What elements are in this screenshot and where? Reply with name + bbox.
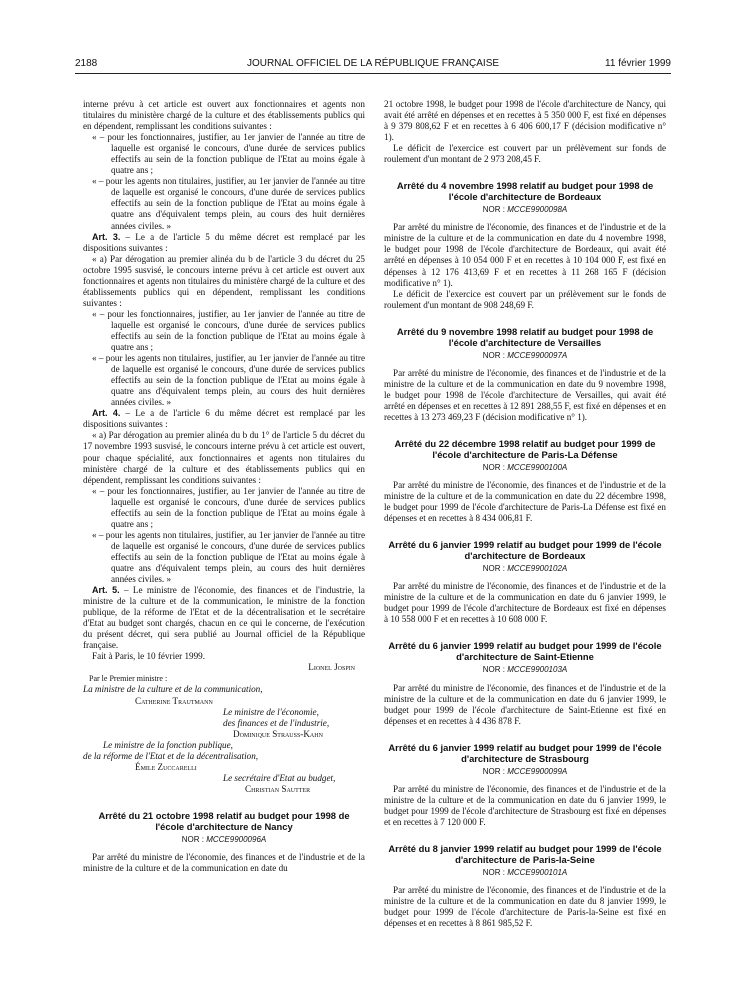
decree-heading: Arrêté du 4 novembre 1998 relatif au budget pour 1998 de l'école d'architecture de Bordeaux	[396, 180, 654, 203]
paragraph: Par arrêté du ministre de l'économie, des finances et de l'industrie et de la ministre de la culture et de la communication en date du 9 novembre 1998, le budget pour 1998 de l'école d'architecture de Versailles, qui avait été arrêté en dépenses et en recettes à 12 891 288,55 F, est fixé en dépenses et en recettes à 13 273 469,23 F (décision modificative n° 1).	[384, 367, 666, 422]
list-item: « – pour les agents non titulaires, justifier, au 1er janvier de l'année au titre de laquelle est organisé le concours, d'une durée de services publics effectifs au sein de la fonction publique de l'Etat au moins égale à quatre ans d'équivalent temps plein, au cours des huit dernières années civiles. »	[92, 353, 365, 408]
nor-code: MCCE9900102A	[507, 564, 568, 574]
paragraph: « a) Par dérogation au premier alinéa du b du 1° de l'article 5 du décret du 17 novembre 1993 susvisé, le concours interne prévu à cet article est ouvert, pour chaque spécialité, aux fonctionnaires et agents non titulaires du ministère chargé de la culture et des établissements publics qui en dépendent, remplissant les conditions suivantes :	[83, 430, 365, 485]
signatory-title: La ministre de la culture et de la communication,	[83, 684, 263, 695]
decree-heading: Arrêté du 22 décembre 1998 relatif au budget pour 1999 de l'école d'architecture de Paris-La Défense	[394, 437, 656, 460]
signatory-name: Christian Sautter	[245, 783, 311, 794]
journal-title: JOURNAL OFFICIEL DE LA RÉPUBLIQUE FRANÇAISE	[246, 58, 500, 69]
nor-reference	[83, 834, 365, 845]
article-text: – Le ministre de l'économie, des finances et de l'industrie, la ministre de la culture et de la communication, le ministre de la fonction publique, de la réforme de l'Etat et de la décentralisation et le secrétaire d'Etat au budget sont chargés, chacun en ce qui le concerne, de l'exécution du présent décret, qui sera publié au Journal officiel de la République française.	[83, 585, 365, 651]
header-rule	[75, 73, 671, 74]
signatory-title: Le ministre de la fonction publique,	[103, 739, 233, 750]
decree-heading: Arrêté du 6 janvier 1999 relatif au budget pour 1999 de l'école d'architecture de Bordeaux	[388, 539, 662, 562]
nor-label: NOR :	[482, 564, 508, 574]
article-label: Art. 5.	[92, 585, 120, 596]
list-item: « – pour les fonctionnaires, justifier, au 1er janvier de l'année au titre de laquelle est organisé le concours, d'une durée de services publics effectifs au sein de la fonction publique de l'Etat au moins égale à quatre ans ;	[92, 308, 365, 353]
nor-reference	[384, 350, 666, 361]
article-label: Art. 3.	[92, 231, 121, 242]
nor-code: MCCE9900100A	[507, 462, 568, 472]
paragraph: « a) Par dérogation au premier alinéa du b de l'article 3 du décret du 25 octobre 1995 susvisé, le concours interne prévu à cet article est ouvert aux fonctionnaires et agents non titulaires du ministère chargé de la culture et des établissements publics qui en dépendent, remplissant les conditions suivantes :	[83, 253, 365, 308]
article-text: – Le a de l'article 5 du même décret est remplacé par les dispositions suivantes :	[83, 231, 365, 253]
article-4	[83, 408, 365, 430]
nor-reference	[384, 766, 666, 777]
paragraph: 21 octobre 1998, le budget pour 1998 de l'école d'architecture de Nancy, qui avait été arrêté en dépenses et en recettes à 5 350 000 F, est fixé en dépenses à 9 379 808,62 F et en recettes à 6 406 600,17 F (décision modificative n° 1).	[384, 99, 666, 143]
par-premier-ministre: Par le Premier ministre :	[89, 674, 168, 684]
signatory-name: Dominique Strauss-Kahn	[233, 728, 323, 739]
article-5	[83, 585, 365, 651]
left-column	[83, 99, 365, 874]
decree-heading: Arrêté du 6 janvier 1999 relatif au budget pour 1999 de l'école d'architecture de Saint-Etienne	[388, 640, 662, 663]
decree-heading: Arrêté du 8 janvier 1999 relatif au budget pour 1999 de l'école d'architecture de Paris-la-Seine	[388, 842, 662, 865]
nor-code: MCCE9900098A	[507, 205, 568, 215]
nor-code: MCCE9900099A	[507, 766, 568, 776]
nor-label: NOR :	[482, 205, 508, 215]
paragraph: Par arrêté du ministre de l'économie, des finances et de l'industrie et de la ministre de la culture et de la communication en date du 6 janvier 1999, le budget pour 1999 de l'école d'architecture de Saint-Etienne est fixé en dépenses et en recettes à 4 436 878 F.	[384, 682, 666, 726]
decree-heading: Arrêté du 21 octobre 1998 relatif au budget pour 1998 de l'école d'architecture de Nancy	[98, 809, 350, 832]
page-number: 2188	[75, 58, 98, 69]
nor-code: MCCE9900103A	[507, 665, 568, 675]
decree-heading: Arrêté du 9 novembre 1998 relatif au budget pour 1998 de l'école d'architecture de Versailles	[396, 325, 654, 348]
signatory-title: des finances et de l'industrie,	[223, 717, 330, 728]
article-text: – Le a de l'article 6 du même décret est remplacé par les dispositions suivantes :	[83, 408, 365, 430]
paragraph: Par arrêté du ministre de l'économie, des finances et de l'industrie et de la ministre de la culture et de la communication en date du 4 novembre 1998, le budget pour 1998 de l'école d'architecture de Bordeaux, qui avait été arrêté en dépenses à 10 054 000 F et en recettes à 10 104 000 F, est fixé en dépenses à 12 176 413,69 F et en recettes à 11 268 165 F (décision modificative n° 1).	[384, 222, 666, 288]
nor-reference	[384, 462, 666, 473]
right-column	[384, 99, 666, 929]
signatory-title: de la réforme de l'Etat et de la décentralisation,	[83, 750, 259, 761]
nor-label: NOR :	[181, 834, 207, 844]
signatory-name: Catherine Trautmann	[135, 695, 213, 706]
list-item: « – pour les agents non titulaires, justifier, au 1er janvier de l'année au titre de laquelle est organisé le concours, d'une durée de services publics effectifs au sein de la fonction publique de l'Etat au moins égale à quatre ans d'équivalent temps plein, au cours des huit dernières années civiles. »	[92, 176, 365, 231]
paragraph: Par arrêté du ministre de l'économie, des finances et de l'industrie et de la ministre de la culture et de la communication en date du 22 décembre 1998, le budget pour 1999 de l'école d'architecture de Paris-La Défense est fixé en dépenses et en recettes à 8 434 006,81 F.	[384, 480, 666, 524]
decree-list	[384, 165, 666, 929]
list-item: « – pour les fonctionnaires, justifier, au 1er janvier de l'année au titre de laquelle est organisé le concours, d'une durée de services publics effectifs au sein de la fonction publique de l'Etat au moins égale à quatre ans ;	[92, 485, 365, 529]
paragraph: Par arrêté du ministre de l'économie, des finances et de l'industrie et de la ministre de la culture et de la communication en date du 8 janvier 1999, le budget pour 1999 de l'école d'architecture de Paris-la-Seine est fixé en dépenses et en recettes à 8 861 985,52 F.	[384, 884, 666, 929]
article-label: Art. 4.	[92, 408, 121, 419]
nor-reference	[384, 563, 666, 574]
nor-code: MCCE9900097A	[507, 350, 568, 360]
nor-label: NOR :	[482, 350, 508, 360]
decree-heading: Arrêté du 6 janvier 1999 relatif au budget pour 1999 de l'école d'architecture de Strasbourg	[388, 741, 662, 764]
paragraph: Le déficit de l'exercice est couvert par un prélèvement sur fonds de roulement d'un montant de 2 973 208,45 F.	[384, 143, 666, 165]
paragraph: Par arrêté du ministre de l'économie, des finances et de l'industrie et de la ministre de la culture et de la communication en date du	[83, 852, 365, 874]
nor-label: NOR :	[482, 665, 508, 675]
nor-code: MCCE9900101A	[507, 867, 568, 877]
issue-date: 11 février 1999	[605, 58, 671, 69]
nor-label: NOR :	[482, 766, 508, 776]
page-header	[75, 58, 671, 74]
paragraph: Par arrêté du ministre de l'économie, des finances et de l'industrie et de la ministre de la culture et de la communication en date du 6 janvier 1999, le budget pour 1999 de l'école d'architecture de Bordeaux est fixé en dépenses à 10 558 000 F et en recettes à 10 608 000 F.	[384, 581, 666, 625]
nor-reference	[384, 664, 666, 675]
signatory-title: Le ministre de l'économie,	[223, 706, 319, 717]
paragraph: Par arrêté du ministre de l'économie, des finances et de l'industrie et de la ministre de la culture et de la communication en date du 6 janvier 1999, le budget pour 1999 de l'école d'architecture de Strasbourg est fixé en dépenses et en recettes à 7 120 000 F.	[384, 783, 666, 827]
signatory-name: Émile Zuccarelli	[135, 761, 197, 772]
paragraph: interne prévu à cet article est ouvert aux fonctionnaires et agents non titulaires du ministère chargé de la culture et des établissements publics qui en dépendent, remplissant les conditions suivantes :	[83, 99, 365, 132]
nor-label: NOR :	[482, 462, 508, 472]
nor-reference	[384, 867, 666, 878]
fait-a-paris: Fait à Paris, le 10 février 1999.	[92, 651, 206, 662]
signature-prime-minister: Lionel Jospin	[308, 662, 355, 673]
signatory-title: Le secrétaire d'Etat au budget,	[223, 772, 336, 783]
article-3	[83, 232, 365, 254]
nor-label: NOR :	[482, 867, 508, 877]
list-item: « – pour les fonctionnaires, justifier, au 1er janvier de l'année au titre de laquelle est organisé le concours, d'une durée de services publics effectifs au sein de la fonction publique de l'Etat au moins égale à quatre ans ;	[92, 132, 365, 176]
paragraph: Le déficit de l'exercice est couvert par un prélèvement sur le fonds de roulement d'un montant de 908 248,69 F.	[384, 288, 666, 310]
nor-reference	[384, 204, 666, 215]
nor-code: MCCE9900096A	[206, 834, 267, 844]
list-item: « – pour les agents non titulaires, justifier, au 1er janvier de l'année au titre de laquelle est organisé le concours, d'une durée de services publics effectifs au sein de la fonction publique de l'Etat au moins égale à quatre ans d'équivalent temps plein, au cours des huit dernières années civiles. »	[92, 529, 365, 585]
